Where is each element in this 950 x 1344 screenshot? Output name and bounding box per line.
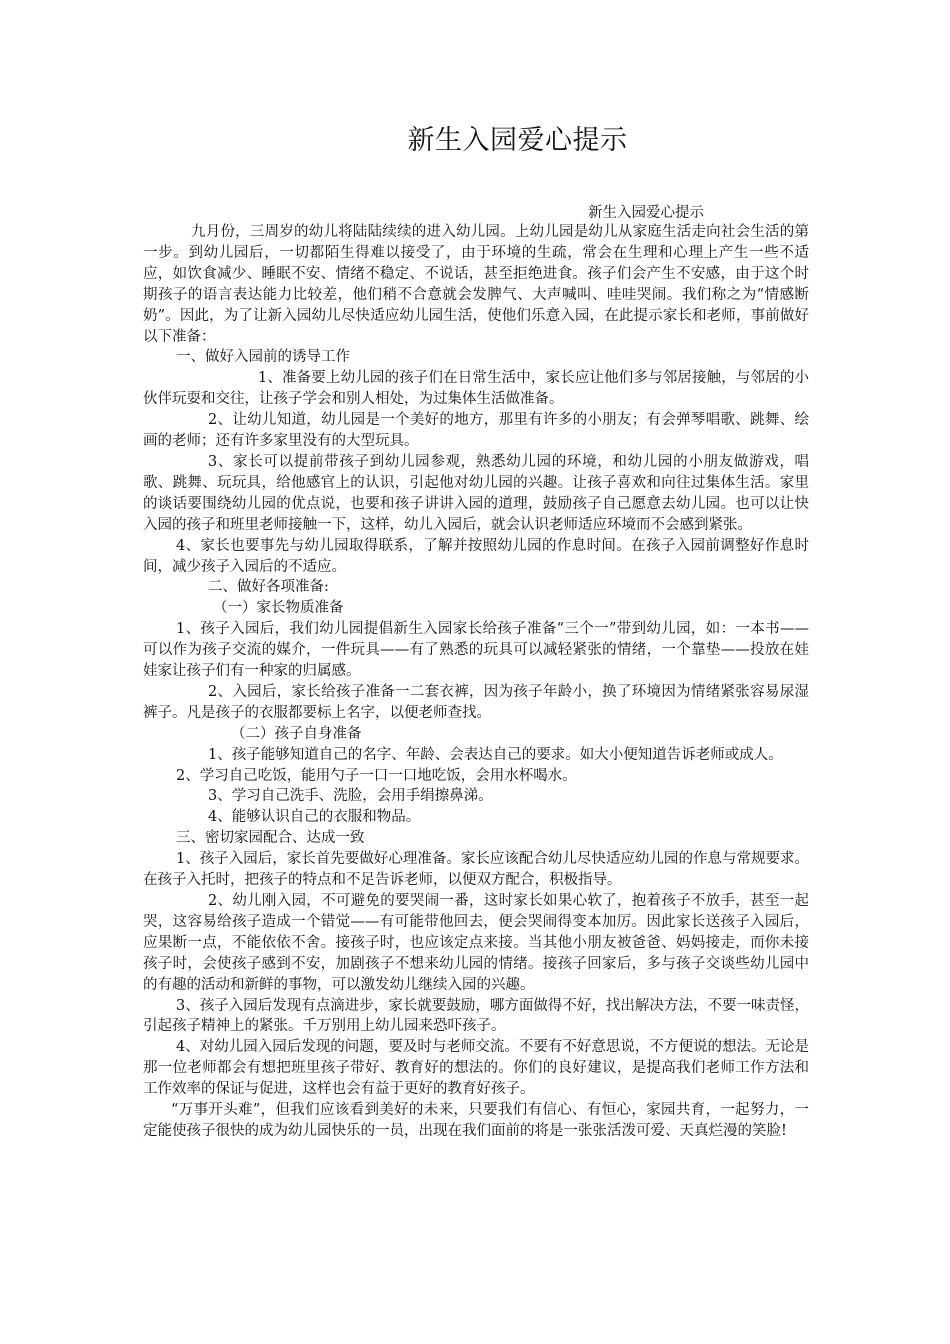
section-heading-3: 三、密切家园配合、达成一致 bbox=[176, 830, 365, 847]
paragraph: 1、孩子入园后，我们幼儿园提倡新生入园家长给孩子准备“三个一”带到幼儿园，如：一本书——可以作为孩子交流的媒介，一件玩具——有了熟悉的玩具可以减轻紧张的情绪，一个靠垫——投放在娃娃家让孩子们有一种家的归属感。 bbox=[143, 621, 809, 680]
paragraph: 4、对幼儿园入园后发现的问题，要及时与老师交流。不要有不好意思说，不方便说的想法。无论是那一位老师都会有想把班里孩子带好、教育好的想法的。你们的良好建议，是提高我们老师工作方法和工作效率的保证与促进，这样也会有益于更好的教育好孩子。 bbox=[143, 1039, 809, 1098]
subsection-heading: （一）家长物质准备 bbox=[213, 600, 344, 617]
document-body bbox=[143, 222, 809, 1142]
document-title: 新生入园爱心提示 bbox=[407, 125, 628, 156]
subsection-heading: （二）孩子自身准备 bbox=[231, 725, 362, 742]
paragraph: 1、孩子入园后，家长首先要做好心理准备。家长应该配合幼儿尽快适应幼儿园的作息与常规要求。在孩子入托时，把孩子的特点和不足告诉老师，以便双方配合，积极指导。 bbox=[143, 851, 809, 889]
paragraph: 3、孩子入园后发现有点滴进步，家长就要鼓励，哪方面做得不好，找出解决方法，不要一味责怪，引起孩子精神上的紧张。千万别用上幼儿园来恐吓孩子。 bbox=[143, 997, 809, 1035]
section-heading-2: 二、做好各项准备: bbox=[208, 579, 329, 596]
intro-paragraph: 九月份，三周岁的幼儿将陆陆续续的进入幼儿园。上幼儿园是幼儿从家庭生活走向社会生活的第一步。到幼儿园后，一切都陌生得难以接受了，由于环境的生疏，常会在生理和心理上产生一些不适应，如饮食减少、睡眠不安、情绪不稳定、不说话，甚至拒绝进食。孩子们会产生不安感，由于这个时期孩子的语言表达能力比较差，他们稍不合意就会发脾气、大声喊叫、哇哇哭闹。我们称之为“情感断奶”。因此，为了让新入园幼儿尽快适应幼儿园生活，使他们乐意入园，在此提示家长和老师，事前做好以下准备： bbox=[143, 224, 809, 345]
paragraph: 2、幼儿刚入园，不可避免的要哭闹一番，这时家长如果心软了，抱着孩子不放手，甚至一起哭，这容易给孩子造成一个错觉——有可能带他回去，便会哭闹得变本加厉。因此家长送孩子入园后，应果断一点，不能依依不舍。接孩子时，也应该定点来接。当其他小朋友被爸爸、妈妈接走，而你未接孩子时，会使孩子感到不安，加剧孩子不想来幼儿园的情绪。接孩子回家后，多与孩子交谈些幼儿园中的有趣的活动和新鲜的事物，可以激发幼儿继续入园的兴趣。 bbox=[143, 893, 809, 993]
paragraph: 2、入园后，家长给孩子准备一二套衣裤，因为孩子年龄小，换了环境因为情绪紧张容易尿湿裤子。凡是孩子的衣服都要标上名字，以便老师查找。 bbox=[143, 683, 809, 721]
section-heading-1: 一、做好入园前的诱导工作 bbox=[176, 349, 350, 366]
paragraph: 1、孩子能够知道自己的名字、年龄、会表达自己的要求。如大小便知道告诉老师或成人。 bbox=[208, 746, 783, 763]
paragraph: 1、准备要上幼儿园的孩子们在日常生活中，家长应让他们多与邻居接触，与邻居的小伙伴玩耍和交往，让孩子学会和别人相处，为过集体生活做准备。 bbox=[143, 370, 809, 408]
paragraph: 4、能够认识自己的衣服和物品。 bbox=[208, 809, 421, 826]
paragraph: 2、让幼儿知道，幼儿园是一个美好的地方，那里有许多的小朋友；有会弹琴唱歌、跳舞、绘画的老师；还有许多家里没有的大型玩具。 bbox=[143, 412, 809, 450]
closing-paragraph: “万事开头难”，但我们应该看到美好的未来，只要我们有信心、有恒心，家园共育，一起努力，一定能使孩子很快的成为幼儿园快乐的一员，出现在我们面前的将是一张张活泼可爱、天真烂漫的笑脸! bbox=[143, 1102, 809, 1139]
document-subtitle: 新生入园爱心提示 bbox=[588, 205, 704, 221]
paragraph: 4、家长也要事先与幼儿园取得联系，了解并按照幼儿园的作息时间。在孩子入园前调整好作息时间，减少孩子入园后的不适应。 bbox=[143, 537, 809, 575]
paragraph: 2、学习自己吃饭，能用勺子一口一口地吃饭，会用水杯喝水。 bbox=[176, 767, 577, 784]
paragraph: 3、家长可以提前带孩子到幼儿园参观，熟悉幼儿园的环境，和幼儿园的小朋友做游戏，唱歌、跳舞、玩玩具，给他感官上的认识，引起他对幼儿园的兴趣。让孩子喜欢和向往过集体生活。家里的谈话要围绕幼儿园的优点说，也要和孩子讲讲入园的道理，鼓励孩子自己愿意去幼儿园。也可以让快入园的孩子和班里老师接触一下，这样，幼儿入园后，就会认识老师适应环境而不会感到紧张。 bbox=[143, 453, 809, 533]
paragraph: 3、学习自己洗手、洗脸，会用手绢擦鼻涕。 bbox=[208, 788, 493, 805]
